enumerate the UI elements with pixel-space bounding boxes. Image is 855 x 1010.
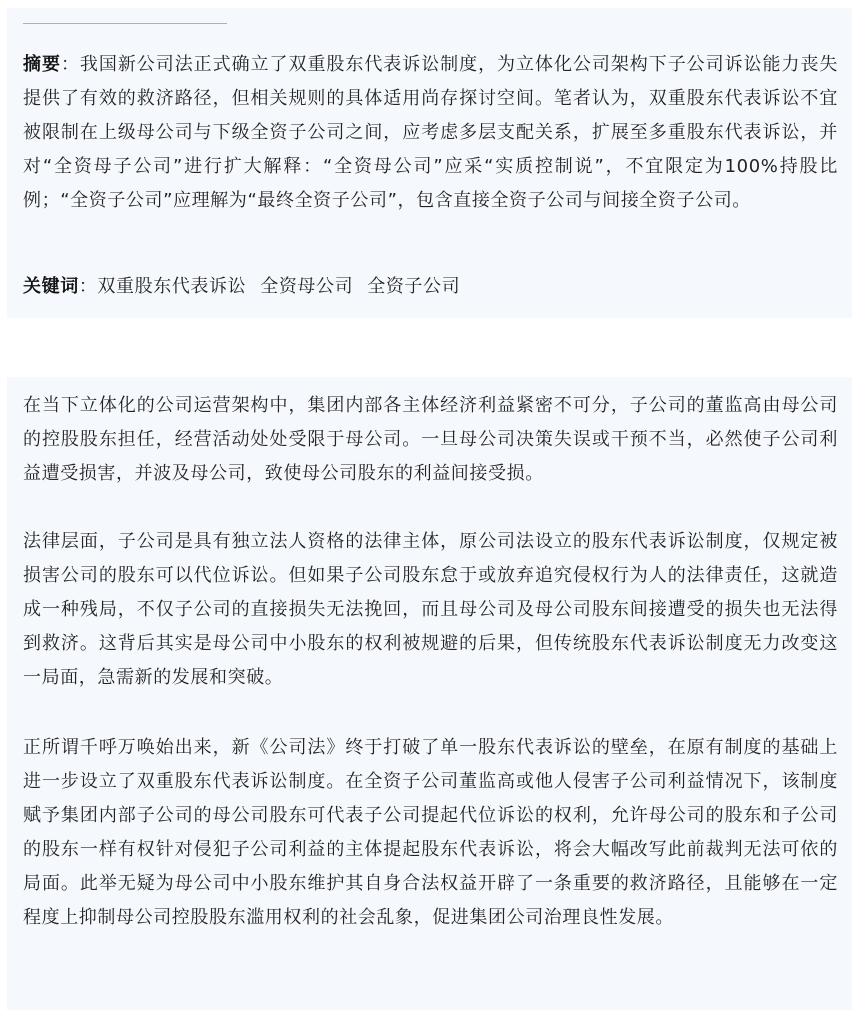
keywords-separator: ： [78, 276, 98, 297]
abstract-label: 摘要 [23, 54, 61, 75]
abstract-separator: ： [60, 54, 80, 75]
abstract-paragraph [23, 48, 838, 218]
keyword-item: 全资子公司 [367, 276, 461, 297]
abstract-section [7, 8, 852, 318]
body-paragraph-2: 法律层面，子公司是具有独立法人资格的法律主体，原公司法设立的股东代表诉讼制度，仅规定被损害公司的股东可以代位诉讼。但如果子公司股东怠于或放弃追究侵权行为人的法律责任，这就造成一种残局，不仅子公司的直接损失无法挽回，而且母公司及母公司股东间接遭受的损失也无法得到救济。这背后其实是母公司中小股东的权利被规避的后果，但传统股东代表诉讼制度无力改变这一局面，急需新的发展和突破。 [23, 531, 838, 688]
abstract-text: 我国新公司法正式确立了双重股东代表诉讼制度，为立体化公司架构下子公司诉讼能力丧失提供了有效的救济路径，但相关规则的具体适用尚存探讨空间。笔者认为，双重股东代表诉讼不宜被限制在上级母公司与下级全资子公司之间，应考虑多层支配关系，扩展至多重股东代表诉讼，并对“全资母子公司”进行扩大解释：“全资母公司”应采“实质控制说”，不宜限定为100%持股比例；“全资子公司”应理解为“最终全资子公司”，包含直接全资子公司与间接全资子公司。 [23, 54, 839, 211]
keyword-item: 全资母公司 [260, 276, 354, 297]
body-paragraph-3: 正所谓千呼万唤始出来，新《公司法》终于打破了单一股东代表诉讼的壁垒，在原有制度的基础上进一步设立了双重股东代表诉讼制度。在全资子公司董监高或他人侵害子公司利益情况下，该制度赋予集团内部子公司的母公司股东可代表子公司提起代位诉讼的权利，允许母公司的股东和子公司的股东一样有权针对侵犯子公司利益的主体提起股东代表诉讼，将会大幅改写此前裁判无法可依的局面。此举无疑为母公司中小股东维护其自身合法权益开辟了一条重要的救济路径，且能够在一定程度上抑制母公司控股股东滥用权利的社会乱象，促进集团公司治理良性发展。 [23, 737, 838, 928]
top-divider [23, 23, 227, 24]
keywords-paragraph [23, 270, 838, 304]
keywords-label: 关键词 [23, 276, 79, 297]
body-section [7, 377, 852, 1010]
keyword-item: 双重股东代表诉讼 [97, 276, 247, 297]
body-paragraph-1: 在当下立体化的公司运营架构中，集团内部各主体经济利益紧密不可分，子公司的董监高由母公司的控股股东担任，经营活动处处受限于母公司。一旦母公司决策失误或干预不当，必然使子公司利益遭受损害，并波及母公司，致使母公司股东的利益间接受损。 [23, 395, 838, 484]
